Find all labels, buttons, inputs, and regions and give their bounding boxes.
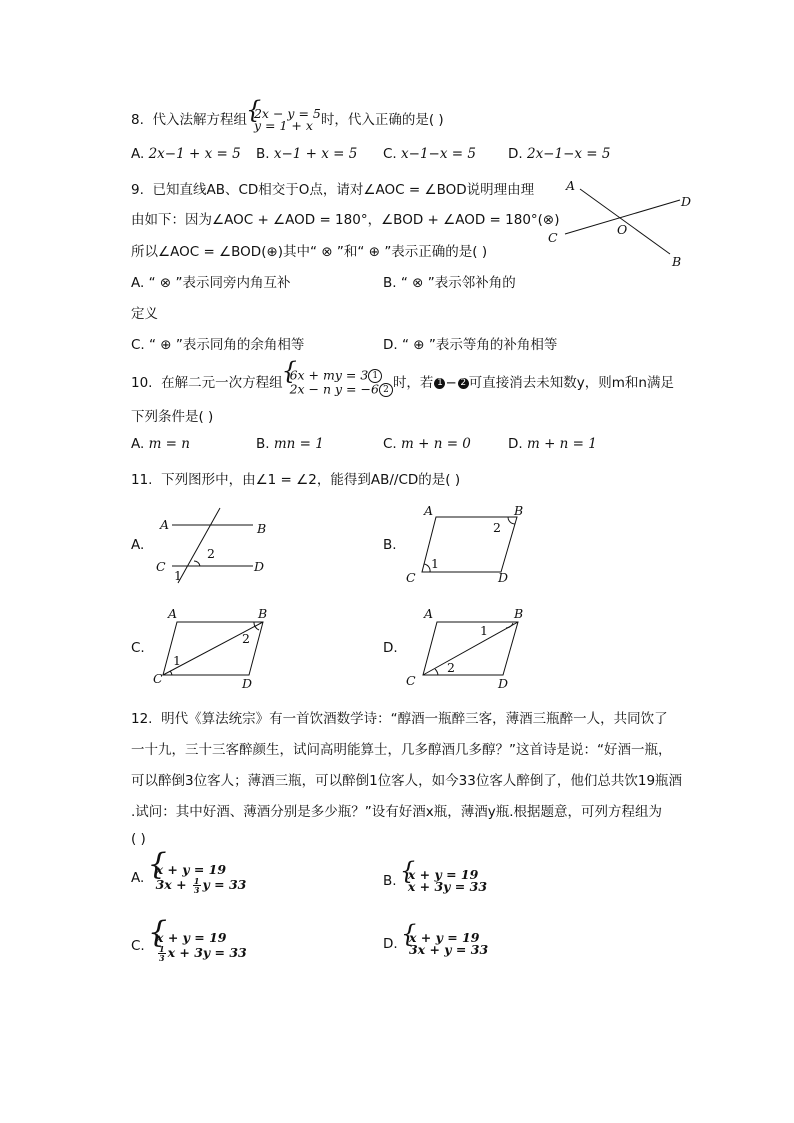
q9-text: 由如下：因为∠AOC + ∠AOD = 180°，∠BOD + ∠AOD = 180°( bbox=[131, 212, 543, 228]
eq: 3x + bbox=[155, 877, 191, 892]
point-a-label: A bbox=[424, 503, 434, 518]
angle-2-label: 2 bbox=[493, 520, 501, 535]
q9-option-b[interactable]: B. “ ⊗ ”表示邻补角的 bbox=[383, 275, 516, 291]
point-a-label: A bbox=[168, 606, 178, 621]
q9-text: )其中“ ⊗ ”和“ ⊕ ”表示正确的是( ) bbox=[277, 244, 488, 260]
q10-option-b[interactable] bbox=[256, 436, 324, 452]
option-label: A. bbox=[131, 436, 145, 452]
q12-c-system bbox=[149, 930, 247, 962]
option-text: x−1−x = 5 bbox=[401, 146, 476, 162]
point-c-label: C bbox=[156, 559, 166, 574]
point-c-label: C bbox=[548, 230, 558, 245]
point-a-label: A bbox=[566, 178, 576, 193]
q10-text: 时，若 bbox=[392, 375, 434, 391]
q10-text: − bbox=[445, 375, 457, 391]
option-label: C. bbox=[383, 146, 397, 162]
q11-option-c[interactable]: C. bbox=[131, 640, 145, 656]
circled-two: 2 bbox=[379, 383, 393, 397]
q10-option-d[interactable] bbox=[508, 436, 597, 452]
option-label: D. bbox=[508, 436, 523, 452]
point-o-label: O bbox=[617, 222, 628, 237]
q10-text: 可直接消去未知数y，则m和n满足 bbox=[468, 375, 674, 391]
q12-option-b[interactable] bbox=[383, 869, 487, 893]
q8-number: 8. bbox=[131, 112, 144, 128]
fraction-one-third: $\frac{1}{3}$ bbox=[193, 876, 200, 895]
q8-stem bbox=[131, 108, 444, 132]
q9-line2 bbox=[131, 208, 560, 228]
q11-stem bbox=[131, 468, 460, 488]
point-d-label: D bbox=[242, 676, 253, 689]
oplus-symbol: ⊕ bbox=[266, 244, 278, 260]
q12-line1 bbox=[131, 707, 668, 727]
q10-number: 10. bbox=[131, 375, 153, 391]
eq: x + y = 19 bbox=[155, 862, 227, 877]
angle-1-label: 1 bbox=[480, 623, 488, 638]
q11-figure-c[interactable] bbox=[150, 603, 280, 689]
point-a-label: A bbox=[160, 517, 170, 532]
q12-text: 明代《算法统宗》有一首饮酒数学诗：“醇酒一瓶醉三客，薄酒三瓶醉一人，共同饮了 bbox=[161, 711, 668, 727]
eq: x + y = 19 bbox=[408, 930, 480, 945]
angle-1-label: 1 bbox=[174, 568, 182, 583]
option-label: D. bbox=[383, 936, 398, 952]
q8-system bbox=[247, 108, 321, 132]
point-b-label: B bbox=[514, 503, 524, 518]
q9-line3 bbox=[131, 240, 487, 260]
q9-option-b-continued: 定义 bbox=[131, 306, 158, 322]
point-b-label: B bbox=[257, 521, 267, 536]
q9-text: ) bbox=[554, 212, 560, 228]
eq: x + 3y = 33 bbox=[407, 879, 488, 894]
q10-line2: 下列条件是( ) bbox=[131, 409, 214, 425]
point-d-label: D bbox=[498, 570, 509, 585]
q12-option-c[interactable] bbox=[131, 930, 247, 962]
option-text: mn = 1 bbox=[273, 436, 324, 452]
angle-2-label: 2 bbox=[447, 660, 455, 675]
otimes-symbol: ⊗ bbox=[542, 212, 555, 228]
q8-eq1: 2x − y = 5 bbox=[253, 106, 321, 121]
q12-line5: ( ) bbox=[131, 831, 146, 847]
q11-option-b[interactable]: B. bbox=[383, 537, 397, 553]
q9-text: 所以∠AOC = ∠BOD( bbox=[131, 244, 267, 260]
q12-line4: .试问：其中好酒、薄酒分别是多少瓶？”设有好酒x瓶，薄酒y瓶.根据题意，可列方程组为 bbox=[131, 804, 663, 820]
point-d-label: D bbox=[254, 559, 265, 574]
point-d-label: D bbox=[498, 676, 509, 689]
circled-one: 1 bbox=[368, 369, 382, 383]
q10-prefix: 在解二元一次方程组 bbox=[161, 375, 283, 391]
option-text: m + n = 1 bbox=[526, 436, 597, 452]
q8-option-c[interactable] bbox=[383, 146, 476, 162]
q8-eq2: y = 1 + x bbox=[253, 118, 313, 133]
angle-2-label: 2 bbox=[242, 631, 250, 646]
option-label: C. bbox=[131, 938, 145, 954]
angle-1-label: 1 bbox=[173, 653, 181, 668]
q11-figure-a[interactable] bbox=[150, 505, 280, 585]
eq: x + y = 19 bbox=[407, 867, 479, 882]
point-d-label: D bbox=[681, 194, 692, 209]
q9-number: 9. bbox=[131, 182, 144, 198]
q10-stem bbox=[131, 369, 674, 397]
q9-option-d[interactable]: D. “ ⊕ ”表示等角的补角相等 bbox=[383, 337, 558, 353]
option-text: x−1 + x = 5 bbox=[273, 146, 358, 162]
q11-option-a[interactable]: A. bbox=[131, 537, 145, 553]
option-label: A. bbox=[131, 870, 145, 886]
q12-line3: 可以醉倒3位客人；薄酒三瓶，可以醉倒1位客人，如今33位客人醉倒了，他们总共饮19瓶酒 bbox=[131, 773, 683, 789]
option-label: B. bbox=[256, 146, 270, 162]
point-b-label: B bbox=[514, 606, 524, 621]
q9-text: 已知直线AB、CD相交于O点，请对∠AOC = ∠BOD说明理由理 bbox=[152, 182, 535, 198]
q9-line1 bbox=[131, 178, 534, 198]
q10-option-c[interactable] bbox=[383, 436, 471, 452]
q10-eq2: 2x − n y = −6 bbox=[289, 381, 379, 397]
q10-option-a[interactable] bbox=[131, 436, 190, 452]
q8-option-b[interactable] bbox=[256, 146, 357, 162]
option-label: B. bbox=[256, 436, 270, 452]
option-text: 2x−1−x = 5 bbox=[526, 146, 611, 162]
eq: 3x + y = 33 bbox=[408, 942, 489, 957]
q8-option-d[interactable] bbox=[508, 146, 611, 162]
option-text: m + n = 0 bbox=[401, 436, 471, 452]
q11-figure-d[interactable] bbox=[400, 603, 530, 689]
option-text: m = n bbox=[148, 436, 190, 452]
q12-option-a[interactable] bbox=[131, 862, 246, 894]
q10-system bbox=[283, 369, 393, 397]
q8-suffix: 时，代入正确的是( ) bbox=[320, 112, 444, 128]
q12-a-system bbox=[149, 862, 247, 894]
q11-number: 11. bbox=[131, 472, 153, 488]
option-label: D. bbox=[508, 146, 523, 162]
q12-line2: 一十九，三十三客醉颜生，试问高明能算士，几多醇酒几多醇？”这首诗是说：“好酒一瓶， bbox=[131, 742, 672, 758]
eq: x + 3y = 33 bbox=[167, 945, 247, 960]
q11-text: 下列图形中，由∠1 = ∠2，能得到AB//CD的是( ) bbox=[161, 472, 461, 488]
option-text: 2x−1 + x = 5 bbox=[148, 146, 241, 162]
q12-option-d[interactable] bbox=[383, 932, 488, 956]
option-label: A. bbox=[131, 146, 145, 162]
q12-d-system bbox=[402, 932, 488, 956]
q9-option-c[interactable]: C. “ ⊕ ”表示同角的余角相等 bbox=[131, 337, 305, 353]
point-c-label: C bbox=[153, 671, 163, 686]
eq: x + y = 19 bbox=[156, 930, 227, 945]
fraction-one-third: $\frac{1}{3}$ bbox=[159, 944, 165, 963]
angle-1-label: 1 bbox=[431, 556, 439, 571]
q11-figure-b[interactable] bbox=[400, 500, 530, 586]
q9-option-a[interactable]: A. “ ⊗ ”表示同旁内角互补 bbox=[131, 275, 291, 291]
q12-b-system bbox=[401, 869, 487, 893]
point-b-label: B bbox=[672, 254, 682, 267]
option-label: B. bbox=[383, 873, 397, 889]
angle-2-label: 2 bbox=[207, 546, 215, 561]
circled-two: 2 bbox=[458, 378, 469, 389]
q11-option-d[interactable]: D. bbox=[383, 640, 398, 656]
circled-one: 1 bbox=[434, 378, 445, 389]
q8-option-a[interactable] bbox=[131, 146, 241, 162]
eq: y = 33 bbox=[202, 877, 247, 892]
q10-eq1: 6x + my = 3 bbox=[289, 367, 369, 383]
q12-number: 12. bbox=[131, 711, 153, 727]
point-c-label: C bbox=[406, 673, 416, 688]
point-a-label: A bbox=[424, 606, 434, 621]
q8-prefix: 代入法解方程组 bbox=[152, 112, 247, 128]
q9-figure bbox=[540, 172, 700, 267]
option-label: C. bbox=[383, 436, 397, 452]
point-c-label: C bbox=[406, 570, 416, 585]
point-b-label: B bbox=[258, 606, 268, 621]
